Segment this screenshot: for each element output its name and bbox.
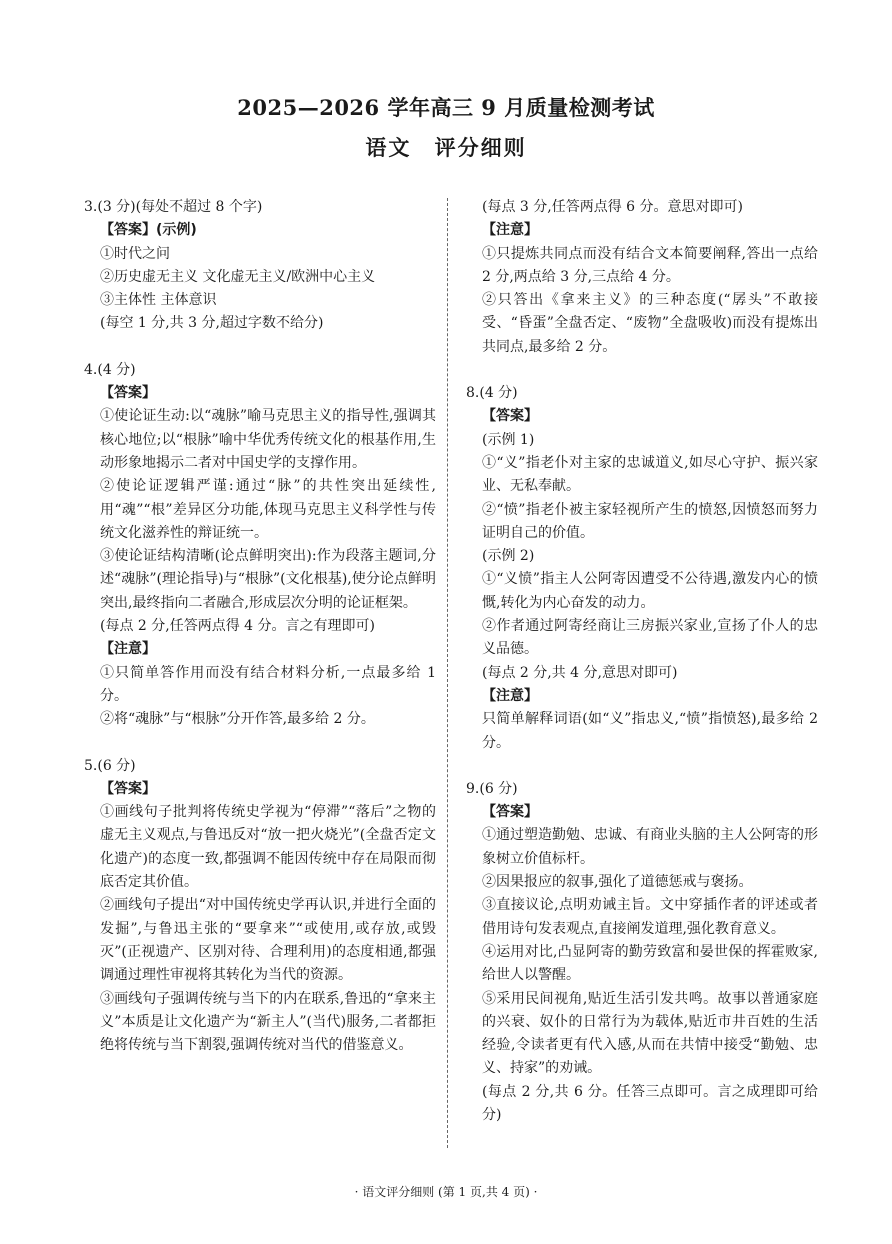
- column-divider: [447, 198, 448, 1148]
- answer-label: 【答案】: [482, 804, 538, 821]
- note-label: 【注意】: [482, 222, 538, 239]
- answer-item: ②历史虚无主义 文化虚无主义/欧洲中心主义: [100, 268, 376, 285]
- answer-item: ③直接议论,点明劝诫主旨。文中穿插作者的评述或者借用诗句发表观点,直接阐发道理,强化教育意义。: [482, 897, 818, 937]
- left-column: [84, 196, 436, 1057]
- scoring-rule: (每点 2 分,共 6 分。任答三点即可。言之成理即可给分): [482, 1083, 818, 1123]
- answer-label: 【答案】: [100, 780, 156, 797]
- note-item: ②只答出《拿来主义》的三种态度(“孱头”不敢接受、“昏蛋”全盘否定、“废物”全盘吸收)而没有提炼出共同点,最多给 2 分。: [482, 292, 818, 355]
- note-item: ①只提炼共同点而没有结合文本简要阐释,答出一点给 2 分,两点给 3 分,三点给 4 分。: [482, 245, 818, 285]
- answer-item: ③主体性 主体意识: [100, 292, 217, 309]
- answer-item: ②作者通过阿寄经商让三房振兴家业,宣扬了仆人的忠义品德。: [482, 618, 818, 658]
- answer-item: ①“义”指老仆对主家的忠诚道义,如尽心守护、振兴家业、无私奉献。: [482, 454, 818, 495]
- answer-item: ①画线句子批判将传统史学视为“停滞”“落后”之物的虚无主义观点,与鲁迅反对“放一把火烧光”(全盘否定文化遗产)的态度一致,都强调不能因传统中存在局限而彻底否定其价值。: [100, 804, 436, 891]
- answer-item: ①“义愤”指主人公阿寄因遭受不公待遇,激发内心的愤慨,转化为内心奋发的动力。: [482, 571, 818, 611]
- scoring-rule: (每点 2 分,任答两点得 4 分。言之有理即可): [100, 618, 375, 635]
- answer-label: 【答案】(示例): [100, 222, 197, 239]
- answer-item: ①时代之问: [100, 245, 170, 262]
- question-8-head: 8.(4 分): [466, 385, 518, 402]
- scoring-rule: (每点 2 分,共 4 分,意思对即可): [482, 664, 678, 681]
- answer-item: ②因果报应的叙事,强化了道德惩戒与褒扬。: [482, 874, 753, 891]
- question-5-continued: [466, 196, 818, 359]
- note-label: 【注意】: [482, 687, 538, 704]
- answer-label: 【答案】: [482, 408, 538, 425]
- page-footer: · 语文评分细则 (第 1 页,共 4 页) ·: [354, 1185, 538, 1199]
- page-subtitle: 语文 评分细则: [365, 135, 527, 160]
- right-column: [466, 196, 818, 1127]
- question-9: [466, 778, 818, 1127]
- scoring-rule: (每点 3 分,任答两点得 6 分。意思对即可): [482, 199, 743, 215]
- answer-item: ②使论证逻辑严谨:通过“脉”的共性突出延续性,用“魂”“根”差异区分功能,体现马克思主义科学性与传统文化滋养性的辩证统一。: [100, 478, 436, 541]
- question-3-head: 3.(3 分)(每处不超过 8 个字): [84, 199, 263, 215]
- answer-item: ②“愤”指老仆被主家轻视所产生的愤怒,因愤怒而努力证明自己的价值。: [482, 501, 818, 541]
- question-5: [84, 755, 436, 1058]
- note-item: ①只简单答作用而没有结合材料分析,一点最多给 1 分。: [100, 664, 436, 704]
- question-9-head: 9.(6 分): [466, 780, 518, 797]
- question-4-head: 4.(4 分): [84, 361, 136, 378]
- answer-item: ①使论证生动:以“魂脉”喻马克思主义的指导性,强调其核心地位;以“根脉”喻中华优秀传统文化的根基作用,生动形象地揭示二者对中国史学的支撑作用。: [100, 408, 436, 471]
- page-title: 2025—2026 学年高三 9 月质量检测考试: [237, 95, 655, 120]
- answer-item: ③使论证结构清晰(论点鲜明突出):作为段落主题词,分述“魂脉”(理论指导)与“根脉”(文化根基),使分论点鲜明突出,最终指向二者融合,形成层次分明的论证框架。: [100, 548, 436, 611]
- answer-item: ①通过塑造勤勉、忠诚、有商业头脑的主人公阿寄的形象树立价值标杆。: [482, 827, 818, 867]
- question-4: [84, 359, 436, 732]
- example-label: (示例 1): [482, 431, 535, 448]
- question-3: [84, 196, 436, 336]
- answer-item: ④运用对比,凸显阿寄的勤劳致富和晏世保的挥霍败家,给世人以警醒。: [482, 943, 818, 984]
- example-label: (示例 2): [482, 548, 535, 565]
- answer-item: ⑤采用民间视角,贴近生活引发共鸣。故事以普通家庭的兴衰、奴仆的日常行为为载体,贴近市井百姓的生活经验,令读者更有代入感,从而在共情中接受“勤勉、忠义、持家”的劝诫。: [482, 990, 818, 1077]
- question-8: [466, 382, 818, 755]
- scoring-rule: (每空 1 分,共 3 分,超过字数不给分): [100, 315, 324, 332]
- answer-label: 【答案】: [100, 385, 156, 402]
- question-5-head: 5.(6 分): [84, 757, 136, 774]
- answer-item: ③画线句子强调传统与当下的内在联系,鲁迅的“拿来主义”本质是让文化遗产为“新主人”(当代)服务,二者都拒绝将传统与当下割裂,强调传统对当代的借鉴意义。: [100, 990, 436, 1054]
- note-item: 只简单解释词语(如“义”指忠义,“愤”指愤怒),最多给 2 分。: [482, 711, 818, 751]
- answer-item: ②画线句子提出“对中国传统史学再认识,并进行全面的发掘”,与鲁迅主张的“要拿来”“或使用,或存放,或毁灭”(正视遗产、区别对待、合理利用)的态度相通,都强调通过理性审视将其转化为当代的资源。: [100, 897, 436, 984]
- note-label: 【注意】: [100, 641, 156, 658]
- note-item: ②将“魂脉”与“根脉”分开作答,最多给 2 分。: [100, 711, 375, 728]
